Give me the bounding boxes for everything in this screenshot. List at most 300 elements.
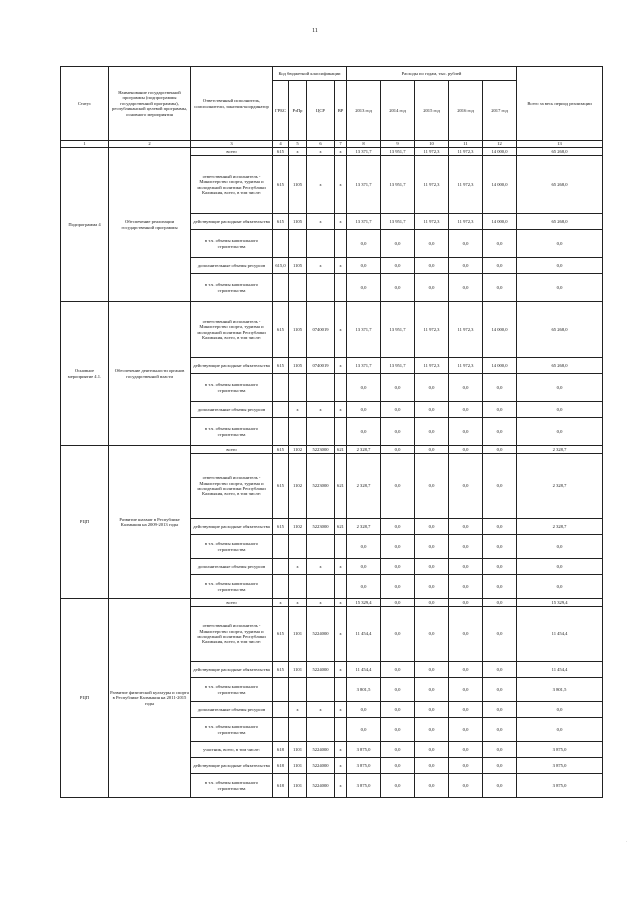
amount-cell: 0,0: [415, 274, 449, 302]
budget-code-cell: х: [335, 758, 347, 774]
column-number: 13: [517, 141, 603, 148]
amount-cell: 0,0: [483, 774, 517, 798]
amount-cell: 0,0: [415, 742, 449, 758]
row-executor-label: всего: [191, 599, 273, 607]
row-executor-label: дополнительные объемы ресурсов: [191, 702, 273, 718]
amount-cell: 0,0: [483, 418, 517, 446]
header-rzpr: РзПр: [289, 81, 307, 141]
budget-code-cell: [335, 374, 347, 402]
amount-cell: 0,0: [415, 519, 449, 535]
amount-cell: 0,0: [347, 230, 381, 258]
amount-cell: 0,0: [517, 258, 603, 274]
amount-cell: 2 328,7: [517, 454, 603, 519]
budget-code-cell: 615: [273, 358, 289, 374]
amount-cell: 0,0: [415, 575, 449, 599]
budget-code-cell: [307, 274, 335, 302]
amount-cell: 0,0: [449, 535, 483, 559]
budget-code-cell: х: [335, 402, 347, 418]
header-expenses: Расходы по годам, тыс. рублей: [347, 67, 517, 81]
header-2015: 2015 год: [415, 81, 449, 141]
budget-code-cell: х: [335, 742, 347, 758]
budget-code-cell: 5224000: [307, 607, 335, 662]
amount-cell: 0,0: [381, 418, 415, 446]
budget-code-cell: х: [335, 559, 347, 575]
amount-cell: 0,0: [381, 535, 415, 559]
section-name: Развитие физической культуры и спорта в Республике Калмыкия на 2011-2015 годы: [109, 599, 191, 798]
budget-code-cell: х: [335, 258, 347, 274]
budget-code-cell: 1105: [289, 358, 307, 374]
section-status: Подпрограмма 4: [61, 148, 109, 302]
amount-cell: 13 371,7: [347, 148, 381, 156]
amount-cell: 0,0: [483, 374, 517, 402]
amount-cell: 65 268,0: [517, 358, 603, 374]
row-executor-label: ответственный исполнитель - Министерство спорта, туризма и молодежной политики Республики Калмыкия, всего, в том числе:: [191, 302, 273, 358]
amount-cell: 0,0: [517, 230, 603, 258]
amount-cell: 0,0: [347, 402, 381, 418]
amount-cell: 0,0: [517, 535, 603, 559]
amount-cell: 0,0: [347, 418, 381, 446]
budget-code-cell: х: [289, 559, 307, 575]
amount-cell: 3 875,0: [517, 774, 603, 798]
amount-cell: 0,0: [415, 678, 449, 702]
budget-code-cell: х: [335, 702, 347, 718]
budget-code-cell: [307, 374, 335, 402]
budget-code-cell: [289, 718, 307, 742]
budget-code-cell: [289, 230, 307, 258]
budget-code-cell: 615: [273, 302, 289, 358]
budget-code-cell: [273, 718, 289, 742]
budget-code-cell: 618: [273, 774, 289, 798]
column-number: 8: [347, 141, 381, 148]
amount-cell: 0,0: [517, 702, 603, 718]
amount-cell: 0,0: [347, 374, 381, 402]
row-executor-label: в т.ч. объемы капитального строительства: [191, 274, 273, 302]
amount-cell: 0,0: [381, 702, 415, 718]
budget-code-cell: 1105: [289, 258, 307, 274]
amount-cell: 11 454,4: [517, 662, 603, 678]
amount-cell: 0,0: [381, 230, 415, 258]
amount-cell: 0,0: [415, 402, 449, 418]
amount-cell: 15 329,4: [347, 599, 381, 607]
amount-cell: 0,0: [517, 374, 603, 402]
budget-code-cell: 1101: [289, 607, 307, 662]
budget-code-cell: [273, 535, 289, 559]
budget-code-cell: [273, 702, 289, 718]
amount-cell: 3 875,0: [347, 742, 381, 758]
budget-code-cell: 615: [273, 607, 289, 662]
budget-code-cell: [289, 575, 307, 599]
row-executor-label: действующие расходные обязательства: [191, 519, 273, 535]
amount-cell: 3 875,0: [347, 758, 381, 774]
budget-code-cell: [335, 274, 347, 302]
budget-code-cell: [307, 230, 335, 258]
budget-code-cell: [273, 274, 289, 302]
budget-code-cell: х: [307, 599, 335, 607]
budget-code-cell: 1102: [289, 519, 307, 535]
amount-cell: 0,0: [381, 758, 415, 774]
budget-code-cell: [289, 418, 307, 446]
amount-cell: 2 328,7: [347, 454, 381, 519]
expenses-table: [60, 66, 603, 798]
row-executor-label: в т.ч. объемы капитального строительства: [191, 774, 273, 798]
budget-code-cell: 1101: [289, 742, 307, 758]
column-number: 12: [483, 141, 517, 148]
amount-cell: 0,0: [449, 454, 483, 519]
amount-cell: 0,0: [415, 607, 449, 662]
table-row: [61, 446, 603, 454]
column-number: 6: [307, 141, 335, 148]
amount-cell: 14 000,0: [483, 156, 517, 214]
budget-code-cell: [335, 230, 347, 258]
amount-cell: 11 972,3: [449, 148, 483, 156]
table-row: [61, 148, 603, 156]
amount-cell: 0,0: [449, 742, 483, 758]
amount-cell: 2 328,7: [517, 519, 603, 535]
budget-code-cell: 615: [273, 156, 289, 214]
header-2017: 2017 год: [483, 81, 517, 141]
budget-code-cell: х: [307, 148, 335, 156]
row-executor-label: дополнительные объемы ресурсов: [191, 559, 273, 575]
amount-cell: 0,0: [483, 454, 517, 519]
amount-cell: 0,0: [381, 454, 415, 519]
amount-cell: 0,0: [483, 258, 517, 274]
budget-code-cell: 0740019: [307, 302, 335, 358]
budget-code-cell: х: [335, 302, 347, 358]
amount-cell: 14 000,0: [483, 148, 517, 156]
amount-cell: 0,0: [517, 402, 603, 418]
amount-cell: 0,0: [483, 535, 517, 559]
row-executor-label: ответственный исполнитель - Министерство спорта, туризма и молодежной политики Республики Калмыкия, всего, в том числе:: [191, 156, 273, 214]
amount-cell: 13 371,7: [347, 214, 381, 230]
amount-cell: 0,0: [415, 374, 449, 402]
budget-code-cell: 615,0: [273, 258, 289, 274]
row-executor-label: действующие расходные обязательства: [191, 358, 273, 374]
amount-cell: 13 951,7: [381, 156, 415, 214]
amount-cell: 13 951,7: [381, 214, 415, 230]
column-number: 9: [381, 141, 415, 148]
column-number: 11: [449, 141, 483, 148]
header-2013: 2013 год: [347, 81, 381, 141]
amount-cell: 13 371,7: [347, 302, 381, 358]
column-number: 1: [61, 141, 109, 148]
amount-cell: 3 801,5: [347, 678, 381, 702]
column-number: 2: [109, 141, 191, 148]
amount-cell: 0,0: [483, 742, 517, 758]
amount-cell: 0,0: [415, 258, 449, 274]
amount-cell: 3 875,0: [347, 774, 381, 798]
amount-cell: 11 972,3: [449, 156, 483, 214]
budget-code-cell: [335, 575, 347, 599]
header-name: Наименование государственной программы (подпрограммы государственной программы), республиканской целевой программы, основного мероприятия: [109, 67, 191, 141]
budget-code-cell: [335, 418, 347, 446]
amount-cell: 11 454,4: [347, 662, 381, 678]
row-executor-label: в т.ч. объемы капитального строительства: [191, 418, 273, 446]
budget-code-cell: х: [307, 402, 335, 418]
amount-cell: 0,0: [483, 230, 517, 258]
amount-cell: 0,0: [449, 575, 483, 599]
table-body: [61, 148, 603, 798]
amount-cell: 0,0: [415, 454, 449, 519]
amount-cell: 0,0: [483, 274, 517, 302]
amount-cell: 0,0: [381, 446, 415, 454]
amount-cell: 2 328,7: [347, 446, 381, 454]
budget-code-cell: 1102: [289, 454, 307, 519]
amount-cell: 11 972,3: [449, 214, 483, 230]
amount-cell: 0,0: [381, 774, 415, 798]
amount-cell: 0,0: [449, 402, 483, 418]
header-2014: 2014 год: [381, 81, 415, 141]
amount-cell: 0,0: [381, 374, 415, 402]
amount-cell: 0,0: [449, 230, 483, 258]
budget-code-cell: 1102: [289, 446, 307, 454]
amount-cell: 0,0: [415, 599, 449, 607]
budget-code-cell: [273, 678, 289, 702]
row-executor-label: действующие расходные обязательства: [191, 758, 273, 774]
budget-code-cell: 615: [273, 454, 289, 519]
amount-cell: 0,0: [415, 418, 449, 446]
amount-cell: 11 972,3: [415, 358, 449, 374]
row-executor-label: действующие расходные обязательства: [191, 214, 273, 230]
budget-code-cell: 618: [273, 758, 289, 774]
amount-cell: 0,0: [415, 559, 449, 575]
amount-cell: 0,0: [347, 274, 381, 302]
amount-cell: 2 328,7: [347, 519, 381, 535]
column-number: 10: [415, 141, 449, 148]
amount-cell: 11 972,3: [449, 302, 483, 358]
amount-cell: 11 972,3: [415, 156, 449, 214]
budget-code-cell: [273, 418, 289, 446]
budget-code-cell: х: [289, 599, 307, 607]
budget-code-cell: 1105: [289, 214, 307, 230]
amount-cell: 0,0: [449, 678, 483, 702]
budget-code-cell: 5223000: [307, 519, 335, 535]
amount-cell: 0,0: [517, 418, 603, 446]
budget-code-cell: [335, 718, 347, 742]
amount-cell: 13 951,7: [381, 302, 415, 358]
budget-code-cell: х: [335, 156, 347, 214]
row-executor-label: в т.ч. объемы капитального строительства: [191, 230, 273, 258]
column-number: 7: [335, 141, 347, 148]
amount-cell: 0,0: [449, 702, 483, 718]
budget-code-cell: [307, 575, 335, 599]
amount-cell: 13 951,7: [381, 148, 415, 156]
row-executor-label: ответственный исполнитель - Министерство спорта, туризма и молодежной политики Республики Калмыкия, всего, в том числе:: [191, 607, 273, 662]
row-executor-label: в т.ч. объемы капитального строительства: [191, 678, 273, 702]
row-executor-label: дополнительные объемы ресурсов: [191, 402, 273, 418]
budget-code-cell: [273, 374, 289, 402]
amount-cell: 0,0: [415, 718, 449, 742]
amount-cell: 11 972,3: [415, 302, 449, 358]
amount-cell: 0,0: [449, 607, 483, 662]
amount-cell: 0,0: [483, 607, 517, 662]
budget-code-cell: [335, 678, 347, 702]
amount-cell: 11 454,4: [517, 607, 603, 662]
row-executor-label: в т.ч. объемы капитального строительства: [191, 575, 273, 599]
amount-cell: 65 268,0: [517, 148, 603, 156]
budget-code-cell: х: [335, 214, 347, 230]
budget-code-cell: 1101: [289, 774, 307, 798]
row-executor-label: дополнительные объемы ресурсов: [191, 258, 273, 274]
amount-cell: 0,0: [347, 575, 381, 599]
amount-cell: 0,0: [517, 575, 603, 599]
budget-code-cell: 621: [335, 446, 347, 454]
amount-cell: 0,0: [347, 535, 381, 559]
section-status: РЦП: [61, 599, 109, 798]
section-name: Развитие шахмат в Республике Калмыкия на 2009-2013 годы: [109, 446, 191, 599]
budget-code-cell: х: [307, 214, 335, 230]
budget-code-cell: х: [307, 702, 335, 718]
amount-cell: 11 454,4: [347, 607, 381, 662]
amount-cell: 0,0: [517, 274, 603, 302]
budget-code-cell: 621: [335, 454, 347, 519]
budget-code-cell: х: [273, 599, 289, 607]
budget-code-cell: х: [335, 607, 347, 662]
budget-code-cell: 615: [273, 519, 289, 535]
amount-cell: 0,0: [483, 519, 517, 535]
amount-cell: 0,0: [449, 446, 483, 454]
amount-cell: 3 875,0: [517, 742, 603, 758]
amount-cell: 65 268,0: [517, 214, 603, 230]
amount-cell: 14 000,0: [483, 358, 517, 374]
budget-code-cell: 615: [273, 662, 289, 678]
budget-code-cell: 5223000: [307, 454, 335, 519]
amount-cell: 11 972,3: [449, 358, 483, 374]
budget-code-cell: 621: [335, 519, 347, 535]
budget-code-cell: 1101: [289, 758, 307, 774]
amount-cell: 0,0: [347, 258, 381, 274]
budget-code-cell: х: [289, 702, 307, 718]
budget-code-cell: [307, 718, 335, 742]
amount-cell: 0,0: [347, 559, 381, 575]
amount-cell: 0,0: [415, 230, 449, 258]
amount-cell: 0,0: [381, 662, 415, 678]
budget-code-cell: 618: [273, 742, 289, 758]
column-number: 3: [191, 141, 273, 148]
amount-cell: 2 328,7: [517, 446, 603, 454]
section-status: РЦП: [61, 446, 109, 599]
amount-cell: 0,0: [415, 774, 449, 798]
header-budget-code: Код бюджетной классификации: [273, 67, 347, 81]
budget-code-cell: х: [307, 559, 335, 575]
row-executor-label: всего: [191, 148, 273, 156]
amount-cell: 0,0: [415, 702, 449, 718]
margin-mark: .: [626, 838, 627, 843]
column-number: 5: [289, 141, 307, 148]
header-grbs: ГРБС: [273, 81, 289, 141]
header-vr: ВР: [335, 81, 347, 141]
budget-code-cell: 1105: [289, 302, 307, 358]
amount-cell: 0,0: [415, 446, 449, 454]
header-executor: Ответственный исполнитель, соисполнители, заказчик-координатор: [191, 67, 273, 141]
amount-cell: 65 268,0: [517, 302, 603, 358]
amount-cell: 0,0: [381, 258, 415, 274]
amount-cell: 0,0: [483, 758, 517, 774]
amount-cell: 0,0: [449, 374, 483, 402]
amount-cell: 0,0: [381, 607, 415, 662]
budget-code-cell: х: [289, 148, 307, 156]
amount-cell: 13 951,7: [381, 358, 415, 374]
amount-cell: 3 875,0: [517, 758, 603, 774]
amount-cell: 0,0: [381, 742, 415, 758]
row-executor-label: действующие расходные обязательства: [191, 662, 273, 678]
budget-code-cell: [289, 274, 307, 302]
budget-code-cell: х: [335, 774, 347, 798]
amount-cell: 0,0: [483, 702, 517, 718]
budget-code-cell: [335, 535, 347, 559]
budget-code-cell: 5224000: [307, 742, 335, 758]
amount-cell: 0,0: [483, 575, 517, 599]
amount-cell: 0,0: [449, 718, 483, 742]
budget-code-cell: [307, 678, 335, 702]
row-executor-label: в т.ч. объемы капитального строительства: [191, 535, 273, 559]
amount-cell: 0,0: [483, 678, 517, 702]
budget-code-cell: [289, 535, 307, 559]
budget-code-cell: 5223000: [307, 446, 335, 454]
amount-cell: 0,0: [449, 418, 483, 446]
amount-cell: 0,0: [483, 446, 517, 454]
amount-cell: 0,0: [415, 662, 449, 678]
column-number-row: [61, 141, 603, 148]
header-csr: ЦСР: [307, 81, 335, 141]
amount-cell: 0,0: [449, 519, 483, 535]
amount-cell: 0,0: [415, 535, 449, 559]
row-executor-label: в т.ч. объемы капитального строительства: [191, 718, 273, 742]
amount-cell: 65 268,0: [517, 156, 603, 214]
amount-cell: 0,0: [381, 402, 415, 418]
table-row: [61, 599, 603, 607]
amount-cell: 0,0: [381, 718, 415, 742]
amount-cell: 0,0: [449, 559, 483, 575]
amount-cell: 0,0: [347, 702, 381, 718]
table-row: [61, 302, 603, 358]
amount-cell: 14 000,0: [483, 302, 517, 358]
amount-cell: 0,0: [483, 718, 517, 742]
amount-cell: 11 972,3: [415, 214, 449, 230]
amount-cell: 0,0: [381, 575, 415, 599]
amount-cell: 3 801,5: [517, 678, 603, 702]
budget-code-cell: х: [307, 156, 335, 214]
amount-cell: 0,0: [517, 559, 603, 575]
budget-code-cell: [289, 678, 307, 702]
header-status: Статус: [61, 67, 109, 141]
budget-code-cell: [307, 535, 335, 559]
amount-cell: 11 972,3: [415, 148, 449, 156]
amount-cell: 0,0: [381, 559, 415, 575]
budget-code-cell: [273, 230, 289, 258]
budget-code-cell: [273, 402, 289, 418]
budget-code-cell: 1105: [289, 156, 307, 214]
amount-cell: 0,0: [449, 774, 483, 798]
budget-code-cell: 5224000: [307, 774, 335, 798]
budget-code-cell: х: [289, 402, 307, 418]
amount-cell: 0,0: [381, 678, 415, 702]
amount-cell: 0,0: [483, 599, 517, 607]
amount-cell: 0,0: [449, 758, 483, 774]
budget-code-cell: х: [335, 599, 347, 607]
header-total: Всего за весь период реализации: [517, 67, 603, 141]
amount-cell: 0,0: [347, 718, 381, 742]
amount-cell: 0,0: [415, 758, 449, 774]
amount-cell: 0,0: [381, 519, 415, 535]
row-executor-label: ответственный исполнитель - Министерство спорта, туризма и молодежной политики Республики Калмыкия, всего, в том числе:: [191, 454, 273, 519]
section-name: Обеспечение реализации государственной программы: [109, 148, 191, 302]
budget-code-cell: 615: [273, 148, 289, 156]
amount-cell: 0,0: [483, 559, 517, 575]
budget-code-cell: х: [335, 662, 347, 678]
budget-code-cell: [289, 374, 307, 402]
amount-cell: 0,0: [483, 662, 517, 678]
budget-code-cell: 615: [273, 214, 289, 230]
